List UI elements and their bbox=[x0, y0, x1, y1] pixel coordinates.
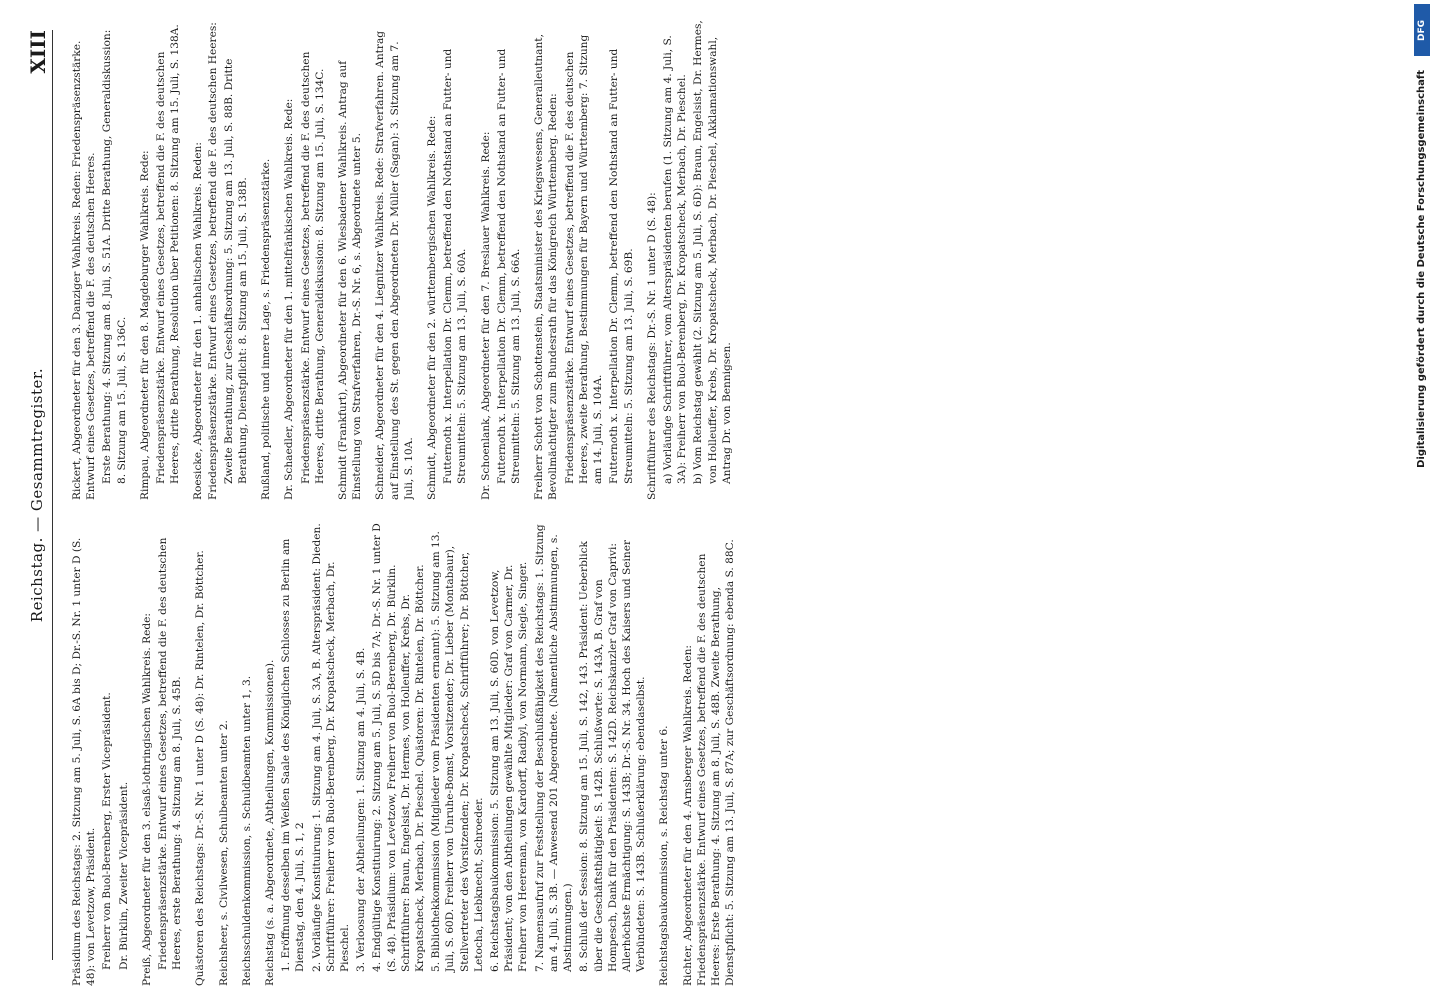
page-number: XIII bbox=[26, 30, 50, 74]
entry-schneider bbox=[373, 20, 416, 500]
entry-preiss bbox=[140, 516, 185, 986]
entry-rimpau bbox=[138, 20, 183, 500]
entry-text: Reichsschuldenkommission, s. Schuldbeamten unter 1, 3. bbox=[240, 675, 253, 986]
entry-reichstagsbaukommission bbox=[657, 516, 671, 986]
entry-schmidt bbox=[425, 20, 470, 500]
entry-text: Reichstagsbaukommission, s. Reichstag unter 6. bbox=[658, 725, 671, 986]
entry-schott-von-schottenstein bbox=[532, 20, 635, 500]
entry-text: Schriftführer des Reichstags: Dr.-S. Nr. 1 unter D (S. 48): bbox=[645, 192, 658, 500]
entry-quaestoren bbox=[193, 516, 207, 986]
list-item: 2. Vorläufige Konstituirung: 1. Sitzung am 4. Juli, S. 3A, B. Alterspräsident: Dieden. Schriftführer: Freiherr von Buol-Berenberg, Dr. Kropatscheck, Merbach, Dr. Pieschel. bbox=[310, 523, 352, 972]
entry-text: Schneider, Abgeordneter für den 4. Liegnitzer Wahlkreis. Rede: Strafverfahren. Antrag auf Einstellung des St. gegen den Abgeordneten Dr. Müller (Sagan): 3. Sitzung am 7. Juli, S. 10A. bbox=[374, 30, 415, 500]
entry-richter bbox=[681, 516, 738, 986]
entry-subline: Erste Berathung: 4. Sitzung am 8. Juli, S. 51A. Dritte Berathung, Generaldiskussion: 8. Sitzung am 15. Juli, S. 136C. bbox=[101, 29, 128, 484]
entry-subline: Freiherr von Buol-Berenberg, Erster Vicepräsident. bbox=[101, 692, 114, 970]
entry-praesidium bbox=[70, 516, 131, 986]
entry-rickert bbox=[70, 20, 129, 500]
entry-schaedler bbox=[282, 20, 327, 500]
entry-text: Rußland, politische und innere Lage, s. Friedenspräsenzstärke. bbox=[260, 158, 273, 500]
running-head: Reichstag. — Gesammtregister. bbox=[28, 367, 46, 623]
page-header bbox=[26, 30, 53, 960]
entry-reichsheer bbox=[217, 516, 231, 986]
entry-text: Reichstag (s. a. Abgeordnete, Abtheilungen, Kommissionen). bbox=[264, 659, 277, 986]
entry-schmidt-frankfurt bbox=[336, 20, 364, 500]
entry-subline: Futternoth x. Interpellation Dr. Clemm, betreffend den Nothstand an Futter- und Streumitteln: 5. Sitzung am 13. Juli, S. 66A. bbox=[495, 48, 523, 484]
entry-subline: Friedenspräsenzstärke. Entwurf eines Gesetzes, betreffend die F. des deutschen Heeres, erste Berathung: 4. Sitzung am 8. Juli, S. 45B. bbox=[157, 537, 184, 970]
list-item: 3. Verloosung der Abtheilungen: 1. Sitzung am 4. Juli, S. 4B. bbox=[355, 647, 368, 972]
list-item: 4. Endgültige Konstituirung: 2. Sitzung am 5. Juli, S. 5D bis 7A; Dr.-S. Nr. 1 unter D (S. 48). Präsidium: von Levetzow, Freiherr von Buol-Berenberg, Dr. Bürklin. Schriftführer: Braun, Engelsist, Dr. Hermes, von Holleuffer, Krebs, Dr. Kropatscheck, Merbach, Dr. Pieschel. Quästoren: Dr. Rintelen, Dr. Böttcher. bbox=[371, 523, 427, 972]
entry-subline: Dr. Bürklin, Zweiter Vicepräsident. bbox=[117, 781, 130, 970]
right-column bbox=[70, 20, 1340, 500]
entry-text: Rimpau, Abgeordneter für den 8. Magdeburger Wahlkreis. Rede: bbox=[138, 150, 151, 500]
digitization-note bbox=[1412, 0, 1432, 1000]
entry-subline: Zweite Berathung, zur Geschäftsordnung: 5. Sitzung am 13. Juli, S. 88B. Dritte Berathung, Dienstpflicht: 8. Sitzung am 15. Juli, S. 138B. bbox=[222, 58, 250, 484]
left-column bbox=[70, 516, 1340, 986]
entry-text: Schmidt, Abgeordneter für den 2. württembergischen Wahlkreis. Rede: bbox=[426, 115, 439, 500]
entry-text: Dr. Schaedler, Abgeordneter für den 1. mittelfränkischen Wahlkreis. Rede: bbox=[283, 98, 296, 500]
entry-schriftfuehrer bbox=[645, 20, 734, 500]
entry-roesicke bbox=[191, 20, 250, 500]
entry-text: Preiß, Abgeordneter für den 3. elsaß-lothringischen Wahlkreis. Rede: bbox=[140, 613, 153, 986]
entry-text: Rickert, Abgeordneter für den 3. Danziger Wahlkreis. Reden: Friedenspräsenzstärke. Entwurf eines Gesetzes, betreffend die F. des deutschen Heeres. bbox=[71, 40, 98, 500]
entry-text: Quästoren des Reichstags: Dr.-S. Nr. 1 unter D (S. 48): Dr. Rintelen, Dr. Böttcher. bbox=[194, 550, 207, 986]
entry-text: Richter, Abgeordneter für den 4. Arnsberger Wahlkreis. Reden: Friedenspräsenzstärke. Entwurf eines Gesetzes, betreffend die F. des deutschen Heeres: Erste Berathung: 4. Sitzung am 8. Juli, S. 48B. Zweite Berathung, Dienstpflicht: 5. Sitzung am 13. Juli, S. 87A; zur Geschäftsordnung: ebenda S. 88C. bbox=[681, 539, 737, 986]
list-item: 5. Bibliothekkommission (Mitglieder vom Präsidenten ernannt): 5. Sitzung am 13. Juli, S. 60D. Freiherr von Unruhe-Bomst, Vorsitzender; Dr. Lieber (Montabaur), Stellvertreter des Vorsitzenden; Dr. Kropatscheck, Schriftführer; Dr. Böttcher, Letocha, Liebknecht, Schroeder. bbox=[430, 531, 485, 972]
entry-russland bbox=[259, 20, 273, 500]
entry-subline: Friedenspräsenzstärke. Entwurf eines Gesetzes, betreffend die F. des deutschen Heeres, dritte Berathung, Generaldiskussion: 8. Sitzung am 15. Juli, S. 134C. bbox=[299, 51, 326, 484]
entry-reichsschuldenkommission bbox=[240, 516, 254, 986]
list-item: 7. Namensaufruf zur Feststellung der Beschlußfähigkeit des Reichstags: 1. Sitzung am 4. Juli, S. 3B. — Anwesend 201 Abgeordnete. (Namentliche Abstimmungen, s. Abstimmungen.) bbox=[533, 524, 575, 972]
entry-text: Freiherr Schott von Schottenstein, Staatsminister des Kriegswesens, Generalleutnant, Bevollmächtigter zum Bundesrath für das Königreich Württemberg. Reden: bbox=[533, 34, 560, 500]
list-item: 6. Reichstagsbaukommission: 5. Sitzung am 13. Juli, S. 60D. von Levetzow, Präsident; von den Abtheilungen gewählte Mitglieder: Graf von Carmer, Dr. Freiherr von Heereman, von Kardorff, Radbyl, von Normann, Siegle, Singer. bbox=[489, 561, 530, 972]
entry-schoenlank bbox=[479, 20, 524, 500]
entry-subline: Futternoth x. Interpellation Dr. Clemm, betreffend den Nothstand an Futter- und Streumitteln: 5. Sitzung am 13. Juli, S. 69B. bbox=[608, 48, 635, 484]
dfg-logo-badge: DFG bbox=[1414, 4, 1430, 56]
entry-text: Schmidt (Frankfurt), Abgeordneter für den 6. Wiesbadener Wahlkreis. Antrag auf Einstellung von Strafverfahren, Dr.-S. Nr. 6, s. Abgeordnete unter 5. bbox=[337, 60, 364, 500]
entry-text: Dr. Schoenlank, Abgeordneter für den 7. Breslauer Wahlkreis. Rede: bbox=[479, 131, 492, 500]
entry-text: Reichsheer, s. Civilwesen, Schulbeamten unter 2. bbox=[217, 720, 230, 986]
digitization-note-text: Digitalisierung gefördert durch die Deutsche Forschungsgemeinschaft bbox=[1416, 70, 1427, 468]
entry-subline: Friedenspräsenzstärke. Entwurf eines Gesetzes, betreffend die F. des deutschen Heeres, zweite Berathung, Bestimmungen für Bayern und Württemberg: 7. Sitzung am 14. Juli, S. 104A. bbox=[563, 34, 605, 484]
entry-subline: Futternoth x. Interpellation Dr. Clemm, betreffend den Nothstand an Futter- und Streumitteln: 5. Sitzung am 13. Juli, S. 60A. bbox=[442, 48, 469, 484]
entry-text: Roesicke, Abgeordneter für den 1. anhaltischen Wahlkreis. Reden: Friedenspräsenzstärke. Entwurf eines Gesetzes, betreffend die F. des deutschen Heeres: bbox=[192, 22, 219, 500]
list-item: 1. Eröffnung desselben im Weißen Saale des Königlichen Schlosses zu Berlin am Dienstag, den 4. Juli, S. 1, 2 bbox=[280, 538, 307, 972]
entry-subline: a) Vorläufige Schriftführer, vom Alterspräsidenten berufen (1. Sitzung am 4. Juli, S. 3A): Freiherr von Buol-Berenberg, Dr. Kropatscheck, Merbach, Dr. Pieschel. bbox=[661, 35, 689, 484]
entry-reichstag bbox=[263, 516, 648, 986]
entry-text: Präsidium des Reichstags: 2. Sitzung am 5. Juli, S. 6A bis D; Dr.-S. Nr. 1 unter D (S. 48): von Levetzow, Präsident. bbox=[71, 537, 98, 986]
list-item: 8. Schluß der Session: 8. Sitzung am 15. Juli, S. 142, 143. Präsident: Ueberblick über die Geschäftsthätigkeit: S. 142B. Schlußworte: S. 143A, B. Graf von Hompesch, Dank für den Präsidenten: S. 142D. Reichskanzler Graf von Caprivi: Allerhöchste Ermächtigung: S. 143B; Dr.-S. Nr. 34. Hoch des Kaisers und Seiner Verbündeten: S. 143B. Schlußerklärung: ebendaselbst. bbox=[578, 539, 648, 972]
entry-subline: Friedenspräsenzstärke. Entwurf eines Gesetzes, betreffend die F. des deutschen Heeres, dritte Berathung, Resolution über Petitionen: 8. Sitzung am 15. Juli, S. 138A. bbox=[155, 24, 182, 484]
entry-subline: b) Vom Reichstag gewählt (2. Sitzung am 5. Juli, S. 6D): Braun, Engelsist, Dr. Hermes, von Holleuffer, Krebs, Dr. Kropatscheck, Merbach, Dr. Pieschel, Akklamationswahl, Antrag Dr. von Bennigsen. bbox=[692, 20, 733, 484]
